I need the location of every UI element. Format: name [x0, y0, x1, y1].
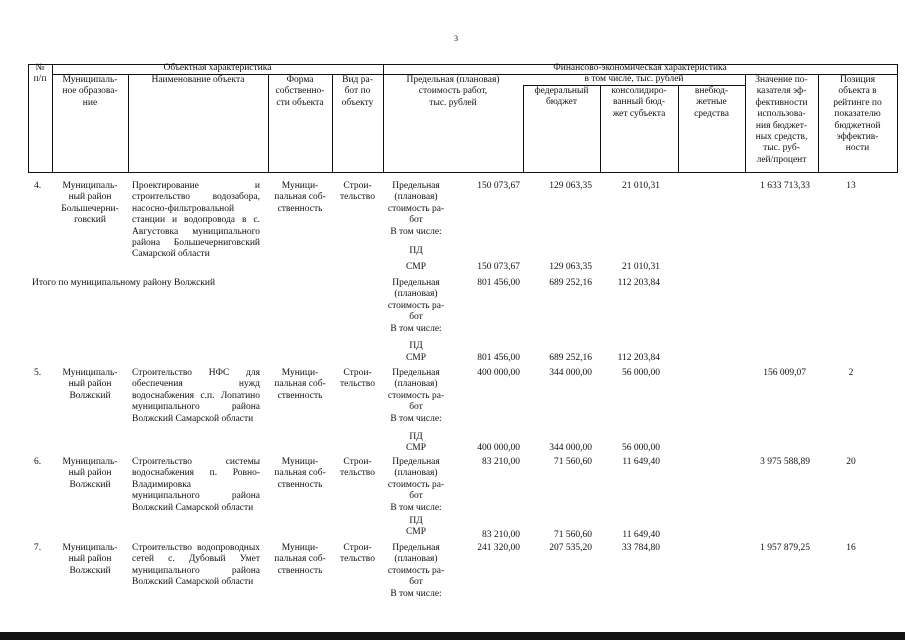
row-rank: 16 [846, 543, 856, 553]
row-smr-federal: 129 063,35 [549, 262, 592, 272]
row-consolidated: 11 649,40 [622, 457, 660, 467]
header-ownership: Форма собственно- сти объекта [275, 75, 325, 108]
row-ownership: Муници- пальная соб- ственность [274, 368, 326, 401]
header-federal: федеральный бюджет [534, 86, 589, 108]
row-label: Предельная (плановая) стоимость ра- бот В том числе: [387, 278, 445, 334]
header-extra: внебюд- жетные средства [694, 86, 729, 119]
row-municipality: Муниципаль- ный район Волжский [62, 457, 118, 490]
row-pd: ПД [409, 516, 423, 526]
row-federal: 71 560,60 [554, 457, 592, 467]
row-num: 4. [34, 181, 42, 191]
scan-edge [0, 632, 905, 640]
row-smr-consolidated: 56 000,00 [622, 443, 660, 453]
row-total: 241 320,00 [477, 543, 520, 553]
row-ownership: Муници- пальная соб- ственность [274, 181, 326, 214]
col-line [128, 74, 129, 173]
row-num: 7. [34, 543, 42, 553]
row-object: Строительство НФС для обеспечения нужд водоснабжения с.п. Лопатино муниципального района Волжский Самарской области [132, 368, 260, 424]
header-efficiency: Значение по- казателя эф- фективности использова- ния бюджет- ных средств, тыс. руб- лей/процент [755, 75, 808, 165]
row-work: Строи- тельство [340, 181, 375, 203]
row-consolidated: 33 784,80 [622, 543, 660, 553]
row-rank: 13 [846, 181, 856, 191]
row-pd: ПД [409, 246, 423, 256]
row-object: Проектирование и строительство водозабора, насосно-фильтровальной станции и водопровода в с. Августовка муниципального района Большечерниговский Самарской области [132, 181, 260, 260]
row-label: Предельная (плановая) стоимость ра- бот В том числе: [387, 457, 445, 513]
header-incl: в том числе, тыс. рублей [584, 74, 684, 84]
row-smr-consolidated: 11 649,40 [622, 530, 660, 540]
row-federal: 344 000,00 [549, 368, 592, 378]
row-smr: СМР [405, 443, 427, 453]
row-num: 6. [34, 457, 42, 467]
row-num: 5. [34, 368, 42, 378]
row-smr-federal: 71 560,60 [554, 530, 592, 540]
header-work-type: Вид ра- бот по объекту [341, 75, 374, 108]
row-label: Предельная (плановая) стоимость ра- бот В том числе: [387, 543, 445, 599]
row-total: 83 210,00 [482, 457, 520, 467]
row-itogo: Итого по муниципальному району Волжский [32, 278, 216, 288]
header-consolidated: консолидиро- ванный бюд- жет субъекта [611, 86, 667, 119]
header-limit-cost: Предельная (плановая) стоимость работ, тыс. рублей [406, 75, 500, 108]
row-total: 400 000,00 [477, 368, 520, 378]
row-municipality: Муниципаль- ный район Волжский [62, 543, 118, 576]
col-line [897, 64, 898, 173]
row-total: 150 073,67 [477, 181, 520, 191]
row-rank: 20 [846, 457, 856, 467]
row-pd: ПД [409, 341, 423, 351]
row-ownership: Муници- пальная соб- ственность [274, 457, 326, 490]
header-rank: Позиция объекта в рейтинге по показателю бюджетной эффектив- ности [833, 75, 882, 154]
row-object: Строительство системы водоснабжения п. Ровно-Владимировка муниципального района Волжский Самарской области [132, 457, 260, 513]
row-municipality: Муниципаль- ный район Большечерни- говский [61, 181, 119, 226]
header-municipality: Муниципаль- ное образова- ние [62, 75, 118, 108]
row-work: Строи- тельство [340, 368, 375, 390]
row-smr-federal: 689 252,16 [549, 353, 592, 363]
row-smr-total: 801 456,00 [477, 353, 520, 363]
row-consolidated: 21 010,31 [622, 181, 660, 191]
header-fin-group: Финансово-экономическая характеристика [553, 63, 727, 73]
row-consolidated: 112 203,84 [617, 278, 660, 288]
row-smr-total: 150 073,67 [477, 262, 520, 272]
row-rank: 2 [848, 368, 854, 378]
row-federal: 207 535,20 [549, 543, 592, 553]
row-federal: 129 063,35 [549, 181, 592, 191]
row-work: Строи- тельство [340, 543, 375, 565]
row-smr-total: 83 210,00 [482, 530, 520, 540]
row-smr: СМР [405, 262, 427, 272]
header-num: № п/п [33, 63, 47, 85]
row-efficiency: 156 009,07 [763, 368, 806, 378]
row-efficiency: 1 957 879,25 [760, 543, 810, 553]
page-number: 3 [454, 34, 458, 43]
row-smr-total: 400 000,00 [477, 443, 520, 453]
row-pd: ПД [409, 432, 423, 442]
header-object-group: Объектная характеристика [163, 63, 272, 73]
row-smr: СМР [405, 527, 427, 537]
row-total: 801 456,00 [477, 278, 520, 288]
header-object-name: Наименование объекта [151, 75, 245, 85]
row-consolidated: 56 000,00 [622, 368, 660, 378]
row-smr-federal: 344 000,00 [549, 443, 592, 453]
row-label: Предельная (плановая) стоимость ра- бот В том числе: [387, 181, 445, 237]
row-federal: 689 252,16 [549, 278, 592, 288]
row-object: Строительство водопроводных сетей с. Дубовый Умет муниципального района Волжский Самарской области [132, 543, 260, 588]
row-label: Предельная (плановая) стоимость ра- бот В том числе: [387, 368, 445, 424]
row-ownership: Муници- пальная соб- ственность [274, 543, 326, 576]
header-bottom-border [28, 172, 898, 173]
row-efficiency: 3 975 588,89 [760, 457, 810, 467]
row-municipality: Муниципаль- ный район Волжский [62, 368, 118, 401]
row-smr: СМР [405, 353, 427, 363]
row-smr-consolidated: 21 010,31 [622, 262, 660, 272]
row-smr-consolidated: 112 203,84 [617, 353, 660, 363]
row-work: Строи- тельство [340, 457, 375, 479]
row-efficiency: 1 633 713,33 [760, 181, 810, 191]
